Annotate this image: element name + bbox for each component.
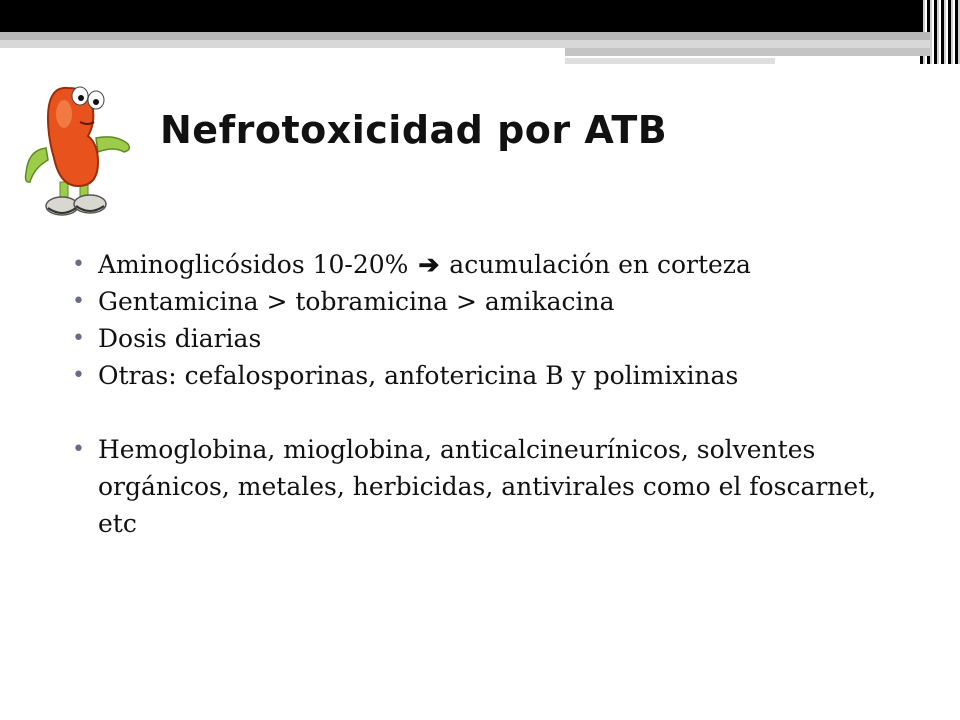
bullet-text-after: acumulación en corteza bbox=[441, 250, 751, 279]
bullet-list bbox=[72, 246, 912, 542]
header-band bbox=[0, 40, 930, 48]
right-arrow-icon: ➔ bbox=[418, 250, 440, 279]
header-band bbox=[565, 48, 930, 56]
bullet-icon: • bbox=[72, 289, 85, 314]
bullet-text: Hemoglobina, mioglobina, anticalcineurínicos, solventes orgánicos, metales, herbicidas, antivirales como el foscarnet, etc bbox=[98, 435, 877, 538]
bullet-text: Gentamicina > tobramicina > amikacina bbox=[98, 287, 615, 316]
list-item bbox=[72, 357, 912, 394]
list-item bbox=[72, 431, 912, 542]
bullet-icon: • bbox=[72, 326, 85, 351]
kidney-mascot-icon bbox=[18, 78, 138, 226]
list-item bbox=[72, 320, 912, 357]
slide-title: Nefrotoxicidad por ATB bbox=[160, 108, 668, 152]
bullet-icon: • bbox=[72, 363, 85, 388]
header-bar bbox=[0, 0, 960, 32]
bullet-text: Dosis diarias bbox=[98, 324, 262, 353]
bullet-text: Otras: cefalosporinas, anfotericina B y polimixinas bbox=[98, 361, 739, 390]
header-band bbox=[565, 58, 775, 64]
header-band bbox=[0, 32, 930, 40]
list-item bbox=[72, 283, 912, 320]
bullet-icon: • bbox=[72, 252, 85, 277]
bullet-icon: • bbox=[72, 437, 85, 462]
list-item bbox=[72, 246, 912, 283]
bullet-text-before: Aminoglicósidos 10-20% bbox=[98, 250, 417, 279]
